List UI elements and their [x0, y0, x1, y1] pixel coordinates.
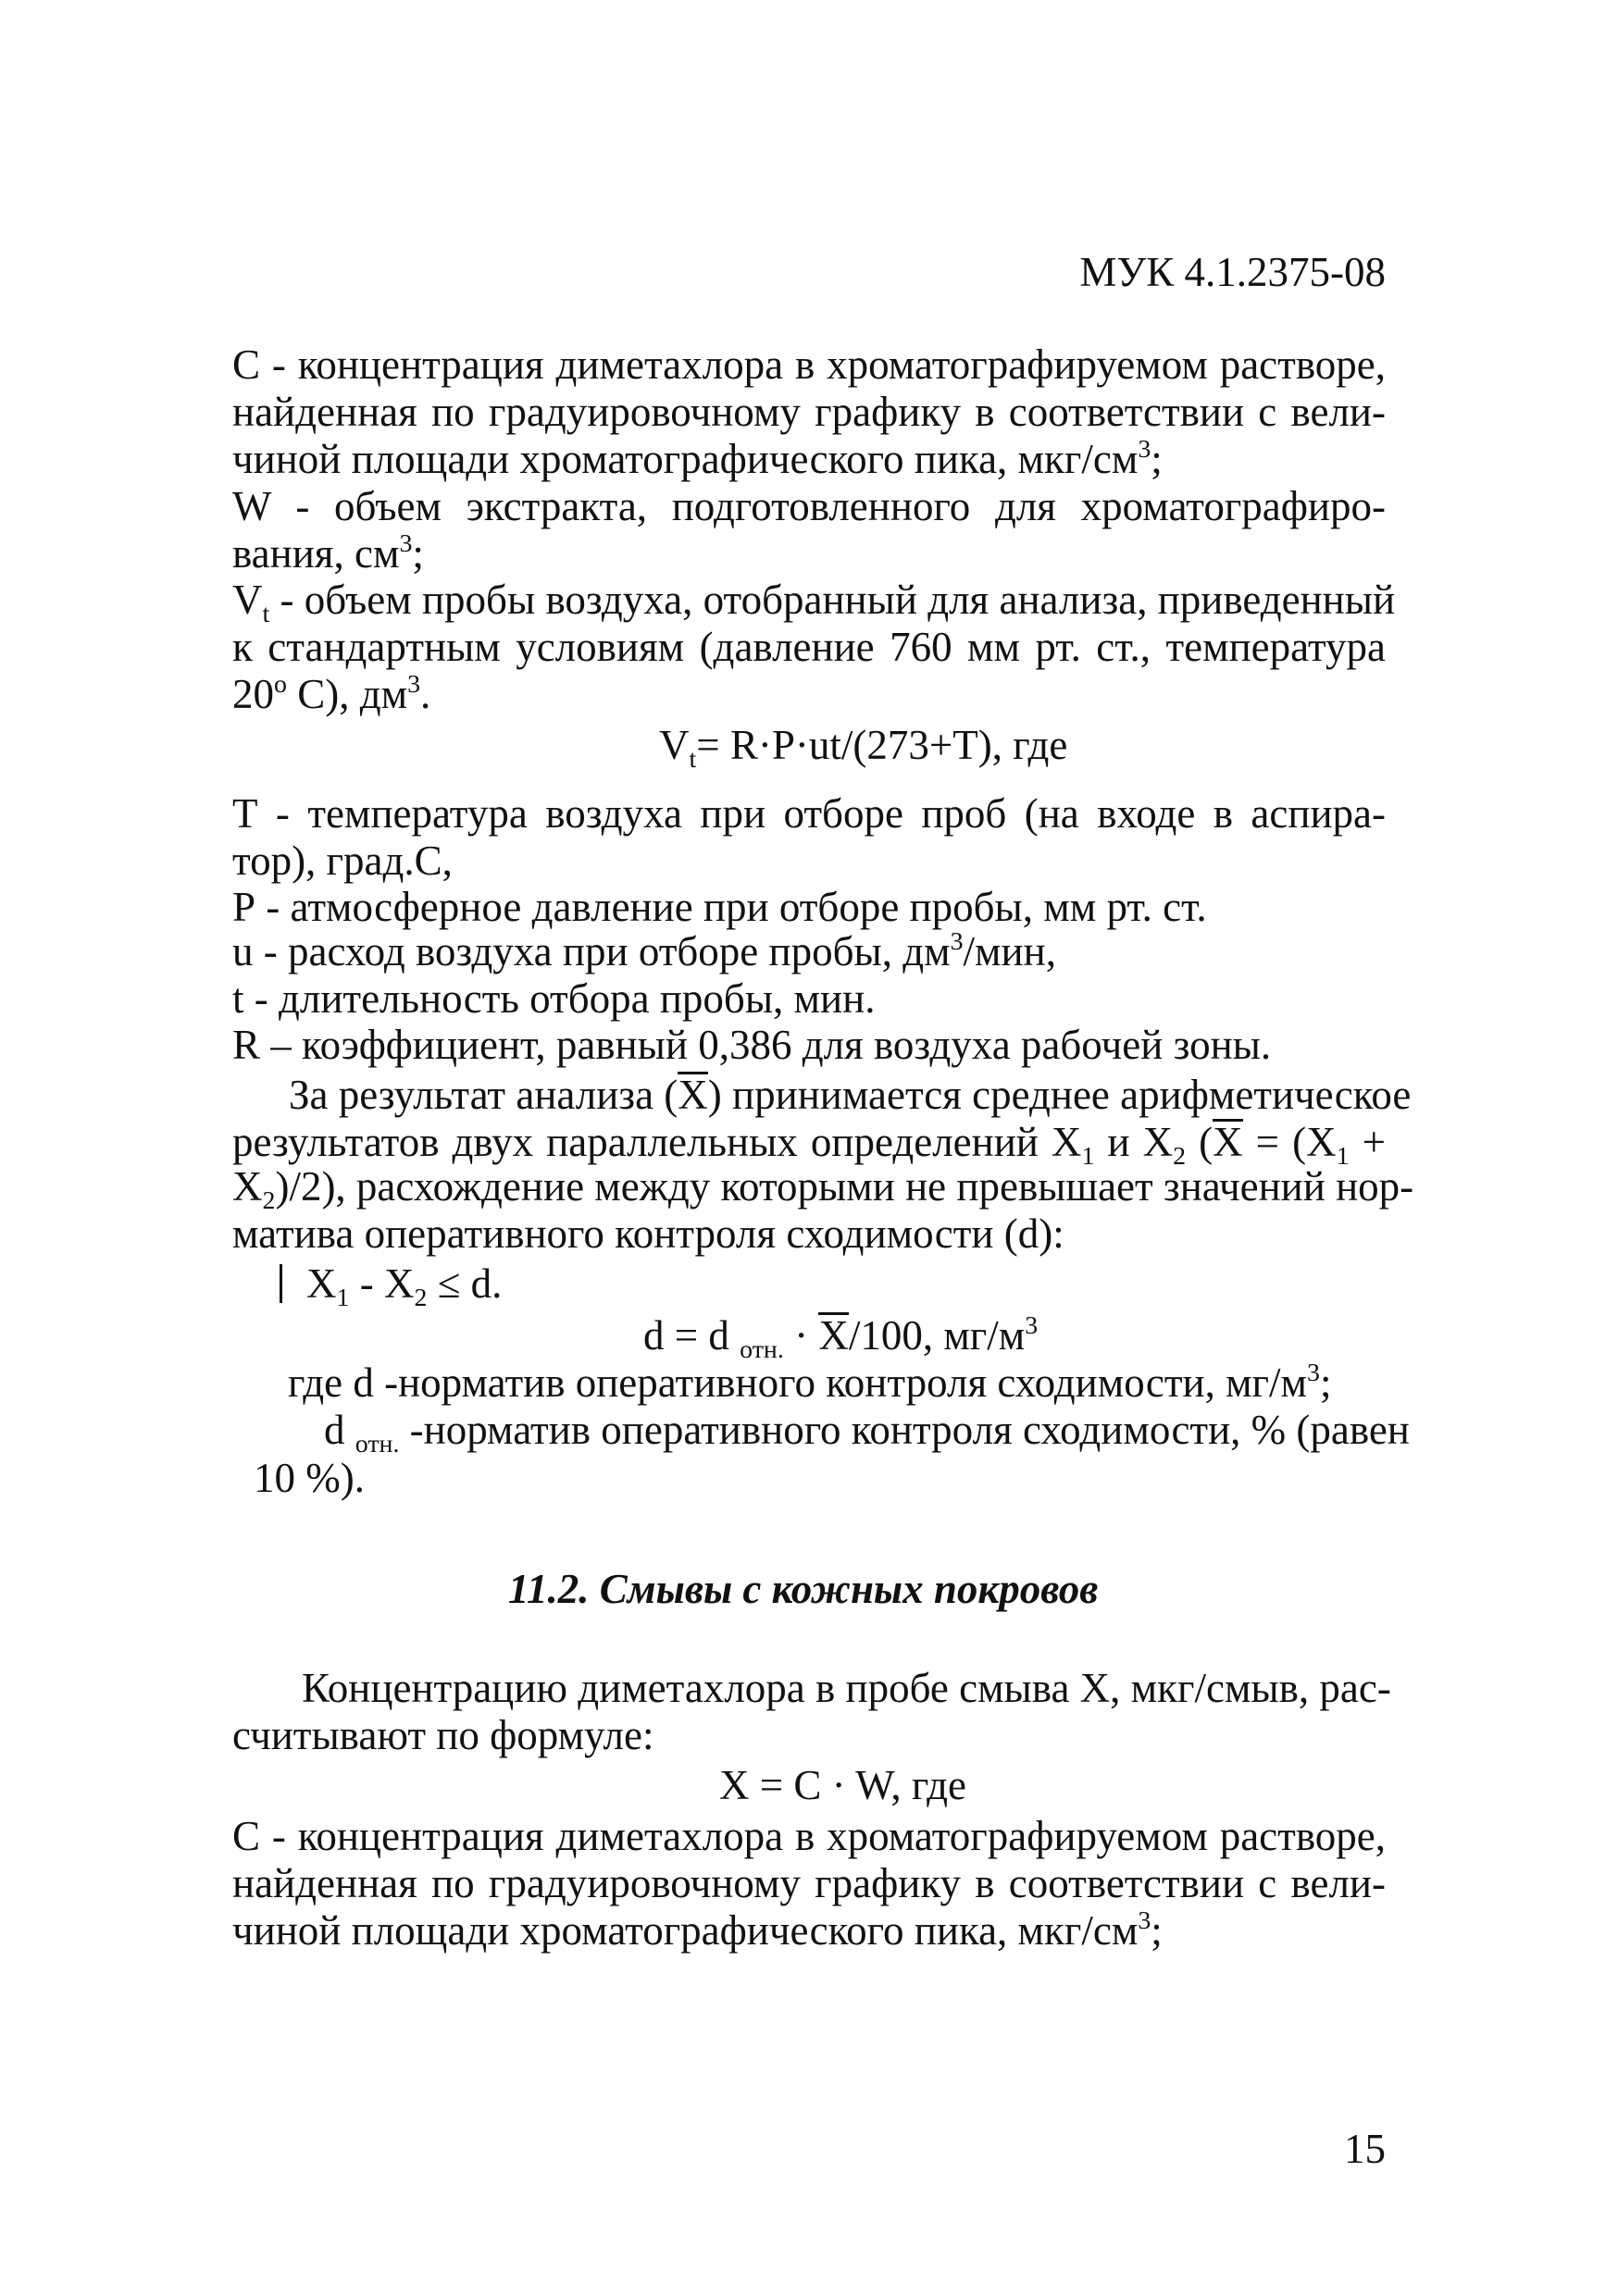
r-definition: R – коэффициент, равный 0,386 для воздуха рабочей зоны. — [232, 1022, 1272, 1068]
vt-definition-line-2: к стандартным условиям (давление 760 мм рт. ст., температура — [232, 624, 1386, 670]
w-definition-line-2: вания, $см^3$; — [232, 528, 424, 577]
conc-line-2: считывают по формуле: — [232, 1712, 654, 1758]
c-definition-line-1: С - концентрация диметахлора в хроматографируемом растворе, — [232, 341, 1386, 388]
conc-line-1: Концентрацию диметахлора в пробе смыва X, мкг/смыв, рас- — [302, 1665, 1391, 1711]
result-line-4: матива оперативного контроля сходимости (d): — [232, 1210, 1064, 1257]
vt-definition-line-1: Vt - объем пробы воздуха, отобранный для анализа, приведенный — [232, 577, 1396, 628]
t-definition-line-2: тор), град.С, — [232, 838, 453, 884]
page-number: 15 — [1344, 2126, 1386, 2172]
c2-definition-line-2: найденная по градуировочному графику в соответствии с вели- — [232, 1860, 1386, 1906]
w-definition-line-1: W - объем экстракта, подготовленного для хроматографиро- — [232, 483, 1386, 529]
d-definition: где d -норматив оперативного контроля сходимости, $мг/м^3$; — [288, 1358, 1332, 1406]
c2-definition-line-1: С - концентрация диметахлора в хроматографируемом растворе, — [232, 1813, 1386, 1859]
result-line-1: За результат анализа (X) принимается среднее арифметическое — [289, 1072, 1412, 1118]
u-definition: u - расход воздуха при отборе пробы, $дм^3$/мин, — [232, 926, 1056, 974]
tt-definition: t - длительность отбора пробы, мин. — [232, 975, 876, 1022]
d-otn-definition-line-2: 10 %). — [254, 1455, 365, 1501]
t-definition-line-1: Т - температура воздуха при отборе проб (на входе в аспира- — [232, 790, 1386, 837]
x-mean-symbol: X — [678, 1072, 708, 1118]
inequality: X1 - X2 ≤ d. — [280, 1263, 502, 1305]
section-heading: 11.2. Смывы с кожных покровов — [508, 1566, 1099, 1612]
formula-x: X = C · W, где — [719, 1762, 966, 1808]
formula-d: d = d отн. · X/100, $мг/м^3$ — [643, 1310, 1039, 1364]
c2-definition-line-3: чиной площади хроматографического пика, мкг/$см^3$; — [232, 1905, 1163, 1954]
formula-vt: Vt= R·P·ut/(273+T), где — [659, 722, 1068, 774]
vt-definition-line-3: 20$^o$ С), $дм^3$. — [232, 669, 431, 717]
p-definition: Р - атмосферное давление при отборе пробы, мм рт. ст. — [232, 884, 1207, 930]
result-line-3: X2)/2), расхождение между которыми не превышает значений нор- — [232, 1163, 1414, 1215]
result-line-2: результатов двух параллельных определений X1 и X2 (X = (X1 + — [232, 1119, 1386, 1171]
d-otn-definition-line-1: d отн. -норматив оперативного контроля сходимости, % (равен — [324, 1407, 1410, 1458]
c-definition-line-3: чиной площади хроматографического пика, мкг/$см^3$; — [232, 434, 1163, 482]
document-code: МУК 4.1.2375-08 — [1079, 249, 1386, 295]
c-definition-line-2: найденная по градуировочному графику в соответствии с вели- — [232, 389, 1386, 435]
